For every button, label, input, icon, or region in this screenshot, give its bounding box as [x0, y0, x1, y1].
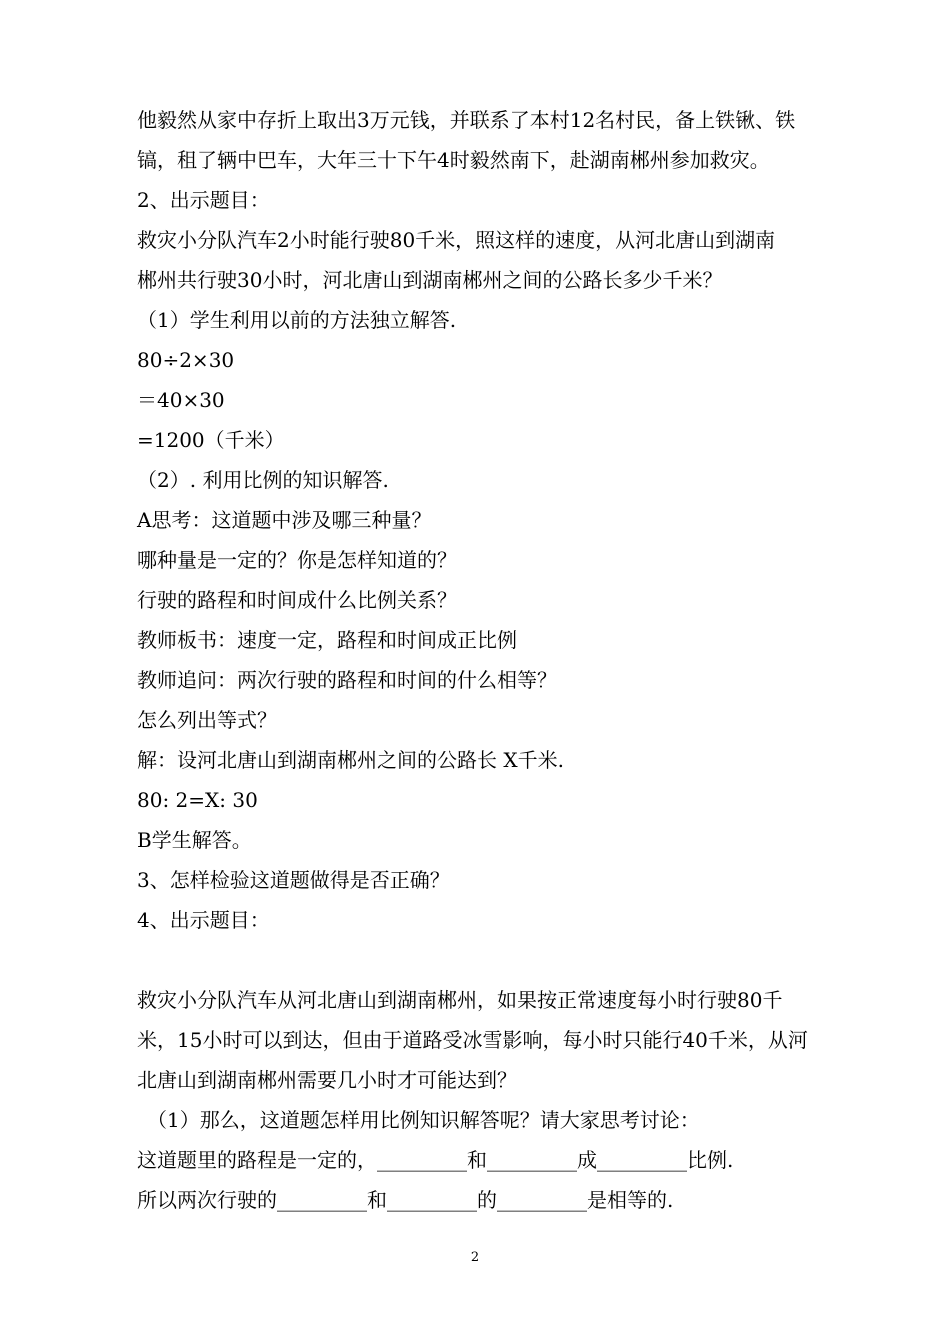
text-line: 4、出示题目：	[137, 908, 270, 932]
text-line: 米，15小时可以到达，但由于道路受冰雪影响，每小时只能行40千米，从河	[137, 1028, 808, 1052]
text-line: 北唐山到湖南郴州需要几小时才可能达到？	[137, 1068, 517, 1092]
text-line: 救灾小分队汽车2小时能行驶80千米，照这样的速度，从河北唐山到湖南	[137, 228, 776, 252]
text-line: （1）学生利用以前的方法独立解答.	[137, 308, 457, 332]
text-line: 行驶的路程和时间成什么比例关系？	[137, 588, 457, 612]
text-line: 80÷2×30	[137, 348, 235, 372]
text-line: 这道题里的路程是一定的，_________和_________成_________比例.	[137, 1148, 734, 1172]
text-line: （2）. 利用比例的知识解答.	[137, 468, 389, 492]
text-line: A思考：这道题中涉及哪三种量？	[137, 508, 432, 532]
text-line: 80: 2=X: 30	[137, 788, 258, 812]
text-line: 教师板书：速度一定，路程和时间成正比例	[137, 628, 517, 652]
text-line: 他毅然从家中存折上取出3万元钱，并联系了本村12名村民，备上铁锹、铁	[137, 108, 796, 132]
text-line: 教师追问：两次行驶的路程和时间的什么相等？	[137, 668, 557, 692]
text-line: 哪种量是一定的？你是怎样知道的？	[137, 548, 457, 572]
text-line: 镐，租了辆中巴车，大年三十下午4时毅然南下，赴湖南郴州参加救灾。	[137, 148, 770, 172]
text-line: 3、怎样检验这道题做得是否正确？	[137, 868, 450, 892]
text-line: 解：设河北唐山到湖南郴州之间的公路长 X千米.	[137, 748, 564, 772]
text-line: 怎么列出等式？	[137, 708, 277, 732]
page-number: 2	[470, 1250, 480, 1265]
text-line: =1200（千米）	[137, 428, 285, 452]
text-line: B学生解答。	[137, 828, 252, 852]
text-line: 所以两次行驶的_________和_________的_________是相等的.	[137, 1188, 674, 1212]
text-line: ＝40×30	[137, 388, 225, 412]
text-line: 救灾小分队汽车从河北唐山到湖南郴州，如果按正常速度每小时行驶80千	[137, 988, 783, 1012]
text-line: （1）那么，这道题怎样用比例知识解答呢？请大家思考讨论：	[137, 1108, 700, 1132]
text-line: 2、出示题目：	[137, 188, 270, 212]
text-line: 郴州共行驶30小时，河北唐山到湖南郴州之间的公路长多少千米？	[137, 268, 723, 292]
